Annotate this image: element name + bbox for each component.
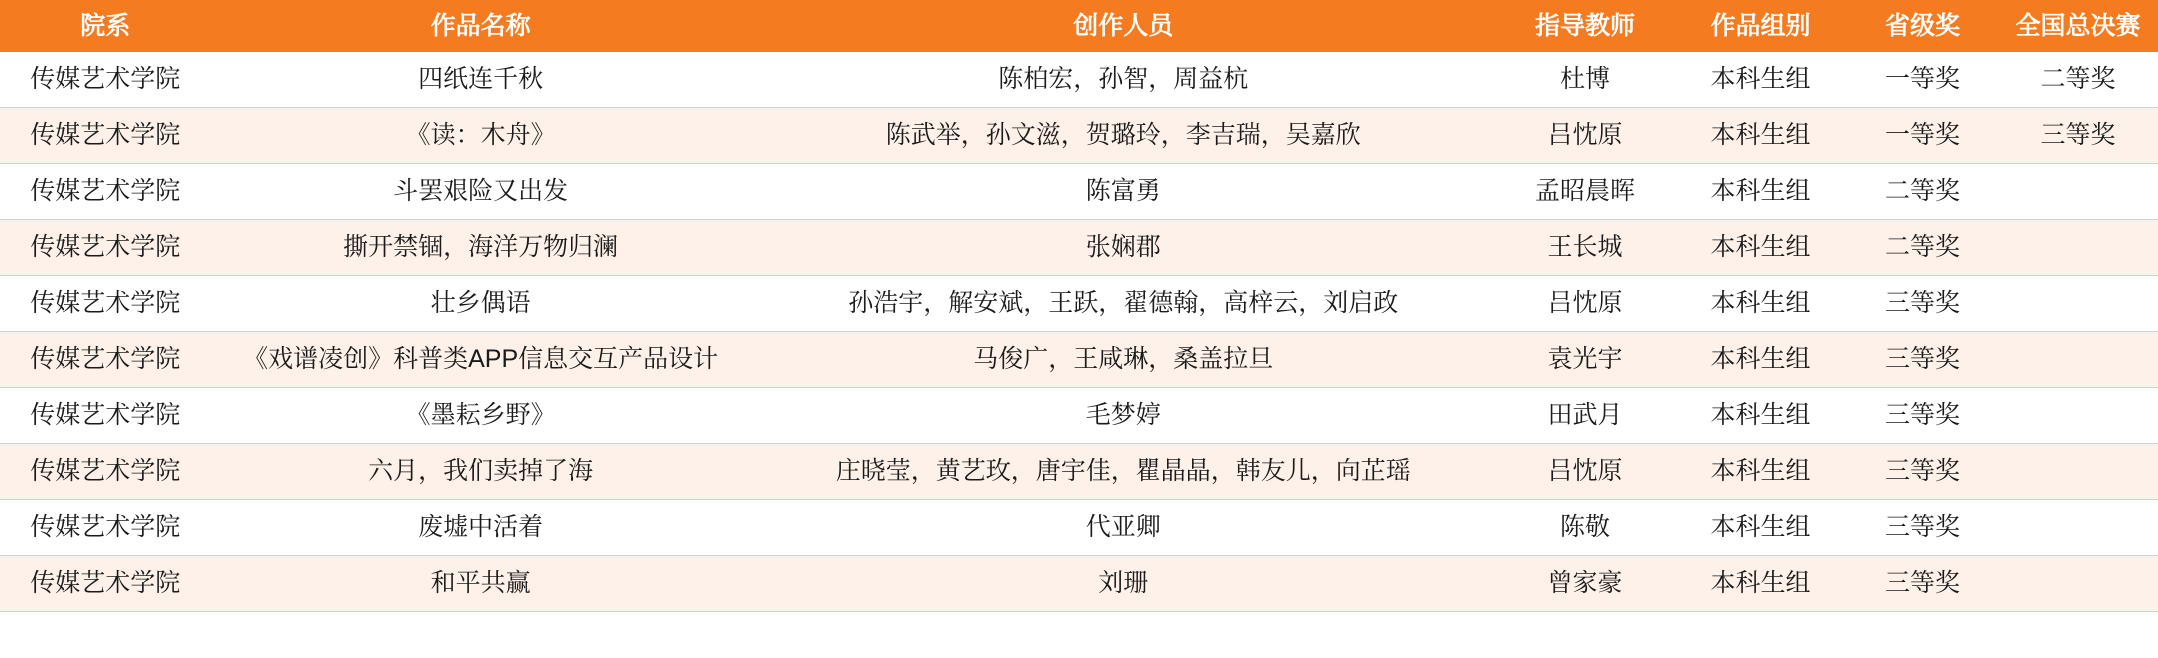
cell-national: 二等奖	[1998, 52, 2158, 108]
cell-work: 废墟中活着	[211, 500, 751, 556]
cell-national	[1998, 556, 2158, 612]
cell-teacher: 吕忱原	[1496, 276, 1674, 332]
cell-national	[1998, 220, 2158, 276]
table-row	[0, 388, 2158, 444]
cell-teacher: 田武月	[1496, 388, 1674, 444]
cell-national	[1998, 276, 2158, 332]
cell-group: 本科生组	[1674, 556, 1847, 612]
cell-teacher: 王长城	[1496, 220, 1674, 276]
cell-teacher: 杜博	[1496, 52, 1674, 108]
table-row	[0, 332, 2158, 388]
cell-dept: 传媒艺术学院	[0, 444, 211, 500]
cell-work: 撕开禁锢，海洋万物归澜	[211, 220, 751, 276]
cell-provincial: 三等奖	[1847, 556, 1998, 612]
cell-group: 本科生组	[1674, 332, 1847, 388]
column-header-authors: 创作人员	[751, 0, 1496, 52]
cell-teacher: 孟昭晨晖	[1496, 164, 1674, 220]
cell-work: 和平共赢	[211, 556, 751, 612]
cell-national	[1998, 332, 2158, 388]
table-header	[0, 0, 2158, 52]
cell-dept: 传媒艺术学院	[0, 52, 211, 108]
cell-group: 本科生组	[1674, 500, 1847, 556]
cell-national	[1998, 164, 2158, 220]
cell-provincial: 三等奖	[1847, 388, 1998, 444]
table-row	[0, 556, 2158, 612]
cell-group: 本科生组	[1674, 276, 1847, 332]
cell-dept: 传媒艺术学院	[0, 164, 211, 220]
cell-provincial: 一等奖	[1847, 52, 1998, 108]
cell-group: 本科生组	[1674, 164, 1847, 220]
cell-provincial: 三等奖	[1847, 444, 1998, 500]
cell-provincial: 三等奖	[1847, 276, 1998, 332]
table-row	[0, 164, 2158, 220]
cell-provincial: 三等奖	[1847, 500, 1998, 556]
cell-group: 本科生组	[1674, 444, 1847, 500]
cell-provincial: 二等奖	[1847, 220, 1998, 276]
cell-group: 本科生组	[1674, 220, 1847, 276]
header-row	[0, 0, 2158, 52]
cell-authors: 毛梦婷	[751, 388, 1496, 444]
table-row	[0, 52, 2158, 108]
table-row	[0, 108, 2158, 164]
cell-authors: 张娴郡	[751, 220, 1496, 276]
table-row	[0, 500, 2158, 556]
cell-dept: 传媒艺术学院	[0, 332, 211, 388]
cell-work: 六月，我们卖掉了海	[211, 444, 751, 500]
column-header-national: 全国总决赛	[1998, 0, 2158, 52]
column-header-work: 作品名称	[211, 0, 751, 52]
cell-dept: 传媒艺术学院	[0, 556, 211, 612]
table-row	[0, 276, 2158, 332]
cell-group: 本科生组	[1674, 52, 1847, 108]
cell-provincial: 二等奖	[1847, 164, 1998, 220]
cell-provincial: 一等奖	[1847, 108, 1998, 164]
table-row	[0, 220, 2158, 276]
cell-dept: 传媒艺术学院	[0, 388, 211, 444]
cell-teacher: 袁光宇	[1496, 332, 1674, 388]
cell-dept: 传媒艺术学院	[0, 276, 211, 332]
column-header-teacher: 指导教师	[1496, 0, 1674, 52]
cell-work: 《戏谱凌创》科普类APP信息交互产品设计	[211, 332, 751, 388]
cell-authors: 马俊广，王咸琳，桑盖拉旦	[751, 332, 1496, 388]
cell-dept: 传媒艺术学院	[0, 220, 211, 276]
cell-dept: 传媒艺术学院	[0, 500, 211, 556]
cell-work: 四纸连千秋	[211, 52, 751, 108]
cell-authors: 陈武举，孙文滋，贺璐玲，李吉瑞，吴嘉欣	[751, 108, 1496, 164]
cell-national	[1998, 388, 2158, 444]
column-header-provincial: 省级奖	[1847, 0, 1998, 52]
cell-work: 《墨耘乡野》	[211, 388, 751, 444]
cell-group: 本科生组	[1674, 388, 1847, 444]
column-header-dept: 院系	[0, 0, 211, 52]
cell-work: 斗罢艰险又出发	[211, 164, 751, 220]
cell-authors: 陈富勇	[751, 164, 1496, 220]
cell-authors: 代亚卿	[751, 500, 1496, 556]
cell-work: 《读：木舟》	[211, 108, 751, 164]
cell-provincial: 三等奖	[1847, 332, 1998, 388]
cell-teacher: 陈敬	[1496, 500, 1674, 556]
cell-teacher: 曾家豪	[1496, 556, 1674, 612]
cell-authors: 孙浩宇，解安斌，王跃，翟德翰，高梓云，刘启政	[751, 276, 1496, 332]
column-header-group: 作品组别	[1674, 0, 1847, 52]
cell-group: 本科生组	[1674, 108, 1847, 164]
cell-authors: 陈柏宏，孙智，周益杭	[751, 52, 1496, 108]
table-body	[0, 52, 2158, 612]
cell-authors: 庄晓莹，黄艺玫，唐宇佳，瞿晶晶，韩友儿，向芷瑶	[751, 444, 1496, 500]
cell-work: 壮乡偶语	[211, 276, 751, 332]
cell-national	[1998, 500, 2158, 556]
cell-teacher: 吕忱原	[1496, 108, 1674, 164]
cell-national	[1998, 444, 2158, 500]
cell-dept: 传媒艺术学院	[0, 108, 211, 164]
cell-national: 三等奖	[1998, 108, 2158, 164]
table-row	[0, 444, 2158, 500]
cell-teacher: 吕忱原	[1496, 444, 1674, 500]
cell-authors: 刘珊	[751, 556, 1496, 612]
